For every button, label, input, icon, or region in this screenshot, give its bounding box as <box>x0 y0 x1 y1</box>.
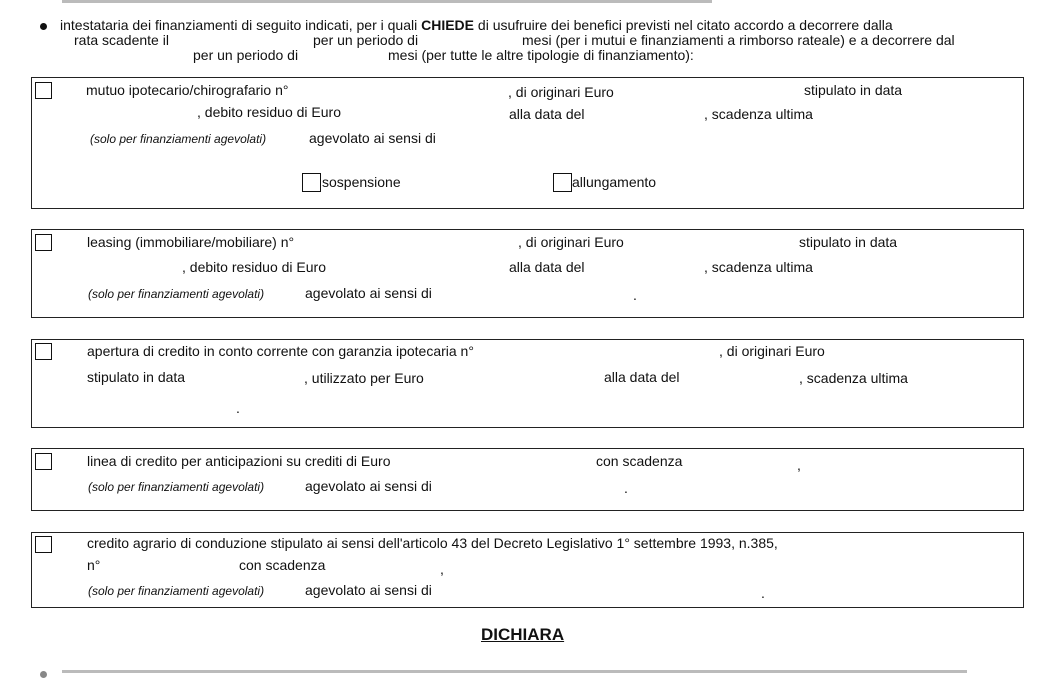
mutuo-agevolati-note: (solo per finanziamenti agevolati) <box>90 132 267 146</box>
apertura-utilizzato-label: , utilizzato per Euro <box>304 370 424 386</box>
allungamento-checkbox[interactable] <box>553 173 572 192</box>
sospensione-checkbox[interactable] <box>302 173 321 192</box>
leasing-stipulato-label: stipulato in data <box>799 234 898 250</box>
apertura-dot: . <box>236 400 240 416</box>
cut-off-text-top <box>62 0 712 3</box>
agrario-label: credito agrario di conduzione stipulato ai sensi dell'articolo 43 del Decreto Legislativo 1° settembre 1993, n.385, <box>87 535 778 551</box>
intro-mesi-label: mesi (per i mutui e finanziamenti a rimborso rateale) e a decorrere dal <box>522 32 955 48</box>
linea-agevolati-note: (solo per finanziamenti agevolati) <box>88 480 265 494</box>
leasing-originari-label: , di originari Euro <box>518 234 624 250</box>
leasing-dot: . <box>633 287 637 303</box>
apertura-checkbox[interactable] <box>35 343 52 360</box>
bullet-icon <box>40 23 47 30</box>
apertura-originari-label: , di originari Euro <box>719 343 825 359</box>
intro-chiede: CHIEDE <box>421 17 475 33</box>
linea-comma: , <box>797 457 801 473</box>
apertura-stipulato-label: stipulato in data <box>87 369 186 385</box>
leasing-debito-label: , debito residuo di Euro <box>182 259 326 275</box>
linea-checkbox[interactable] <box>35 453 52 470</box>
linea-dot: . <box>624 480 628 496</box>
mutuo-debito-label: , debito residuo di Euro <box>197 104 341 120</box>
agrario-agevolato-label: agevolato ai sensi di <box>305 582 432 598</box>
intro-mesi-label-2: mesi (per tutte le altre tipologie di finanziamento): <box>388 47 694 63</box>
leasing-agevolati-note: (solo per finanziamenti agevolati) <box>88 287 265 301</box>
mutuo-agevolato-label: agevolato ai sensi di <box>309 130 436 146</box>
agrario-numero-label: n° <box>87 557 101 573</box>
cut-off-text-bottom <box>62 670 967 673</box>
leasing-agevolato-label: agevolato ai sensi di <box>305 285 432 301</box>
linea-agevolato-label: agevolato ai sensi di <box>305 478 432 494</box>
intro-line-1 <box>60 17 893 33</box>
mutuo-scadenza-label: , scadenza ultima <box>704 106 813 122</box>
mutuo-stipulato-label: stipulato in data <box>804 82 903 98</box>
leasing-label: leasing (immobiliare/mobiliare) n° <box>87 234 295 250</box>
apertura-scadenza-label: , scadenza ultima <box>799 370 908 386</box>
agrario-comma: , <box>440 561 444 577</box>
mutuo-checkbox[interactable] <box>35 82 52 99</box>
agrario-scadenza-label: con scadenza <box>239 557 326 573</box>
linea-label: linea di credito per anticipazioni su crediti di Euro <box>87 453 391 469</box>
leasing-scadenza-label: , scadenza ultima <box>704 259 813 275</box>
intro-periodo-label: per un periodo di <box>313 32 419 48</box>
mutuo-originari-label: , di originari Euro <box>508 84 614 100</box>
agrario-agevolati-note: (solo per finanziamenti agevolati) <box>88 584 265 598</box>
agrario-dot: . <box>761 585 765 601</box>
intro-rata-label: rata scadente il <box>74 32 169 48</box>
mutuo-alla-data-label: alla data del <box>509 106 585 122</box>
dichiara-heading: DICHIARA <box>481 625 565 644</box>
agrario-checkbox[interactable] <box>35 536 52 553</box>
mutuo-label: mutuo ipotecario/chirografario n° <box>86 82 289 98</box>
leasing-alla-data-label: alla data del <box>509 259 585 275</box>
apertura-alla-data-label: alla data del <box>604 369 680 385</box>
linea-scadenza-label: con scadenza <box>596 453 683 469</box>
intro-periodo-label-2: per un periodo di <box>193 47 299 63</box>
leasing-checkbox[interactable] <box>35 234 52 251</box>
intro-line-1-post: di usufruire dei benefici previsti nel citato accordo a decorrere dalla <box>474 17 893 33</box>
allungamento-label: allungamento <box>572 174 657 190</box>
sospensione-label: sospensione <box>322 174 401 190</box>
apertura-label: apertura di credito in conto corrente con garanzia ipotecaria n° <box>87 343 474 359</box>
intro-line-1-pre: intestataria dei finanziamenti di seguito indicati, per i quali <box>60 17 422 33</box>
